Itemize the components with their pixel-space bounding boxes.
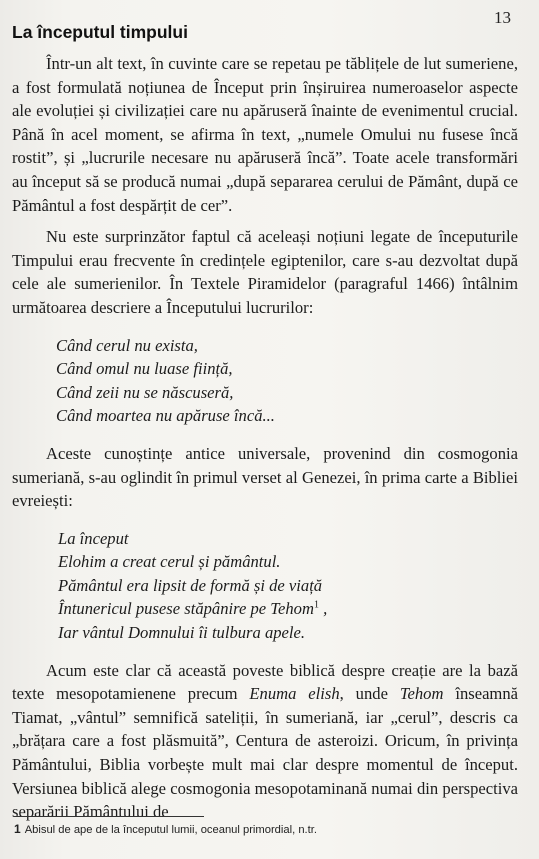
term-tehom: Tehom bbox=[399, 684, 444, 704]
footnote bbox=[14, 822, 520, 836]
pyramid-text-verse bbox=[56, 334, 518, 428]
paragraph-3: Aceste cunoștințe antice universale, provenind din cosmogonia sumeriană, s-au oglindit în primul verset al Genezei, în prima carte a Bibliei evreiești: bbox=[12, 443, 518, 511]
paragraph-1: Într-un alt text, în cuvinte care se repetau pe tăblițele de lut sumeriene, a fost formulată noțiunea de Început prin înșiruirea numeroaselor aspecte ale evoluției și civilizației care nu apăruseră înainte de evenimentul crucial. Până în acel moment, se afirma în text, „numele Omului nu fusese încă rostit”, și „lucrurile necesare nu apăruseră încă”. Toate acele transformări au început să se producă numai „după separarea cerului de Pământ, după ce Pământul a fost despărțit de cer”. bbox=[12, 54, 518, 215]
verse-line: Când cerul nu exista, bbox=[56, 335, 198, 355]
verse-line-text: Întunericul pusese stăpânire pe Tehom bbox=[58, 599, 314, 619]
verse-line: Întunericul pusese stăpânire pe Tehom$^1$ , bbox=[58, 599, 328, 619]
verse-line: La început bbox=[58, 528, 129, 548]
page-number: 13 bbox=[494, 8, 511, 27]
verse-line: Iar vântul Domnului îi tulbura apele. bbox=[58, 623, 306, 643]
footnote-mark: 1 bbox=[14, 822, 21, 836]
section-title: La începutul timpului bbox=[12, 22, 188, 42]
paragraph-4-text-a: Acum este clar că această poveste biblică despre creație are la bază texte mesopotamienene precum bbox=[12, 660, 518, 704]
verse-line: Elohim a creat cerul și pământul. bbox=[58, 552, 281, 572]
paragraph-2: Nu este surprinzător faptul că aceleași noțiuni legate de începuturile Timpului erau frecvente în credințele egiptenilor, care s-au dezvoltat după cele ale sumerienilor. În Textele Piramidelor (paragraful 1466) întâlnim următoarea descriere a Începutului lucrurilor: bbox=[12, 227, 518, 317]
footnote-text: Abisul de ape de la începutul lumii, oceanul primordial, n.tr. bbox=[24, 824, 317, 836]
footnote-divider bbox=[14, 816, 204, 817]
term-enuma-elish: Enuma elish bbox=[249, 684, 340, 704]
verse-line: Când moartea nu apăruse încă... bbox=[56, 406, 275, 426]
footnote-reference: 1 bbox=[313, 599, 319, 611]
body-text bbox=[12, 52, 518, 824]
paragraph-4-text-b: , unde bbox=[339, 684, 400, 704]
genesis-verse bbox=[58, 527, 518, 645]
verse-line: Pământul era lipsit de formă și de viață bbox=[58, 575, 323, 595]
paragraph-4-text-c: înseamnă Tiamat, „vântul” semnifică sateliții, în sumeriană, iar „cerul”, descris ca „brățara care a fost plăsmuită”, Centura de asteroizi. Oricum, în privința Pământului, Biblia vorbește mult mai clar despre momentul de început. Versiunea biblică alege cosmogonia mesopotaminană numai din perspectiva separării Pământului de bbox=[12, 684, 519, 822]
paragraph-4 bbox=[12, 659, 518, 824]
verse-line: Când omul nu luase ființă, bbox=[56, 359, 233, 379]
verse-line: Când zeii nu se născuseră, bbox=[56, 382, 234, 402]
